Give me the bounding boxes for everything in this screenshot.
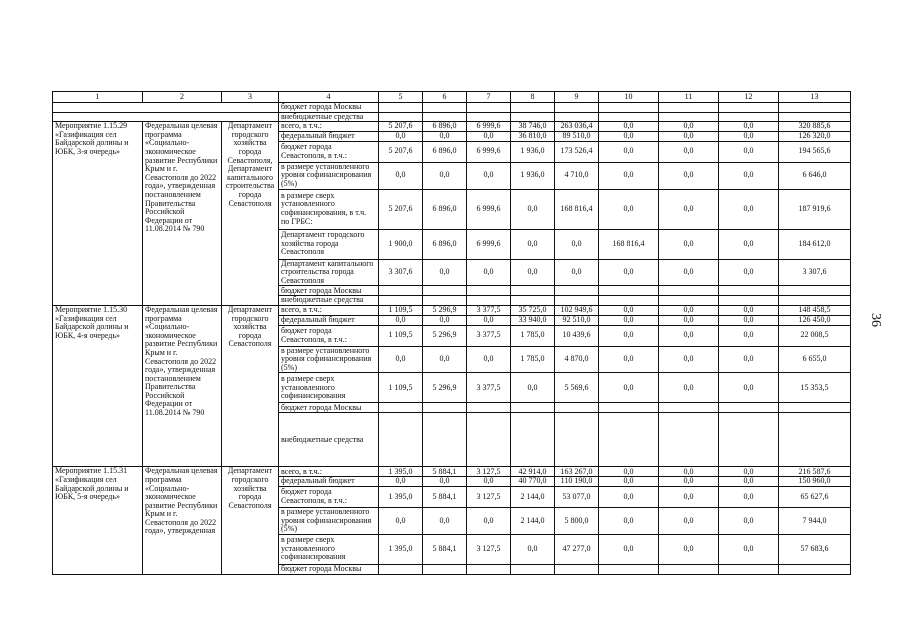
value-cell: 3 377,5: [467, 305, 511, 315]
funding-source: в размере сверх установленного софинансирования: [279, 373, 379, 403]
empty-cell: [467, 564, 511, 574]
empty-cell: [779, 564, 851, 574]
empty-cell: [779, 286, 851, 296]
column-number: 7: [467, 92, 511, 103]
value-cell: 0,0: [599, 189, 659, 229]
funding-source: бюджет города Москвы: [279, 286, 379, 296]
value-cell: 1 109,5: [379, 305, 423, 315]
value-cell: 0,0: [511, 534, 555, 564]
value-cell: 0,0: [511, 229, 555, 259]
value-cell: 0,0: [659, 477, 719, 487]
column-number: 1: [53, 92, 143, 103]
empty-cell: [511, 296, 555, 306]
value-cell: 1 109,5: [379, 325, 423, 346]
empty-cell: [379, 564, 423, 574]
empty-cell: [555, 296, 599, 306]
column-number: 9: [555, 92, 599, 103]
empty-cell: [511, 103, 555, 113]
value-cell: 1 936,0: [511, 141, 555, 162]
empty-cell: [555, 112, 599, 122]
value-cell: 5 800,0: [555, 507, 599, 534]
value-cell: 3 127,5: [467, 467, 511, 477]
program-name: Федеральная целевая программа «Социально-экономическое развитие Республики Крым и г. Севастополя до 2022 года», утвержденная постановлением Правительства Российской Федерации от 11.08.2014 № 790: [143, 122, 222, 306]
empty-cell: [719, 103, 779, 113]
value-cell: 0,0: [599, 141, 659, 162]
funding-table: [52, 91, 851, 575]
empty-cell: [719, 403, 779, 413]
program-name: Федеральная целевая программа «Социально-экономическое развитие Республики Крым и г. Севастополя до 2022 года», утвержденная: [143, 467, 222, 574]
value-cell: 0,0: [719, 477, 779, 487]
value-cell: 0,0: [659, 467, 719, 477]
value-cell: 6 896,0: [423, 229, 467, 259]
value-cell: 5 884,1: [423, 467, 467, 477]
value-cell: 0,0: [599, 259, 659, 286]
value-cell: 0,0: [659, 373, 719, 403]
value-cell: 5 296,9: [423, 373, 467, 403]
value-cell: 163 267,0: [555, 467, 599, 477]
value-cell: 3 307,6: [379, 259, 423, 286]
value-cell: 3 307,6: [779, 259, 851, 286]
value-cell: 148 458,5: [779, 305, 851, 315]
column-number: 13: [779, 92, 851, 103]
funding-source: в размере сверх установленного софинансирования: [279, 534, 379, 564]
value-cell: 0,0: [423, 315, 467, 325]
value-cell: 1 785,0: [511, 325, 555, 346]
value-cell: 263 036,4: [555, 122, 599, 132]
value-cell: 0,0: [511, 189, 555, 229]
value-cell: 0,0: [659, 315, 719, 325]
empty-cell: [379, 403, 423, 413]
value-cell: 5 296,9: [423, 305, 467, 315]
column-number: 8: [511, 92, 555, 103]
funding-source: в размере установленного уровня софинансирования (5%): [279, 346, 379, 373]
empty-cell: [423, 403, 467, 413]
value-cell: 0,0: [599, 132, 659, 142]
value-cell: 0,0: [719, 373, 779, 403]
value-cell: 0,0: [379, 507, 423, 534]
empty-cell: [379, 112, 423, 122]
value-cell: 0,0: [467, 162, 511, 189]
empty-cell: [467, 112, 511, 122]
table-row: [53, 305, 851, 315]
value-cell: 0,0: [599, 305, 659, 315]
empty-cell: [719, 296, 779, 306]
executor-name: Департамент городского хозяйства города Севастополя: [222, 305, 279, 466]
value-cell: 0,0: [719, 325, 779, 346]
value-cell: 0,0: [423, 162, 467, 189]
value-cell: 0,0: [719, 507, 779, 534]
value-cell: 0,0: [719, 467, 779, 477]
funding-source: федеральный бюджет: [279, 132, 379, 142]
funding-source: в размере установленного уровня софинансирования (5%): [279, 162, 379, 189]
value-cell: 6 999,6: [467, 189, 511, 229]
value-cell: 0,0: [719, 305, 779, 315]
table-row: [53, 122, 851, 132]
empty-cell: [467, 286, 511, 296]
value-cell: 5 207,6: [379, 189, 423, 229]
empty-cell: [659, 112, 719, 122]
value-cell: 0,0: [599, 373, 659, 403]
empty-cell: [719, 112, 779, 122]
value-cell: 5 207,6: [379, 122, 423, 132]
empty-cell: [659, 564, 719, 574]
empty-cell: [511, 413, 555, 467]
funding-source: всего, в т.ч.:: [279, 122, 379, 132]
value-cell: 184 612,0: [779, 229, 851, 259]
executor-name: Департамент городского хозяйства города Севастополя, Департамент капитального строительства города Севастополя: [222, 122, 279, 306]
value-cell: 40 770,0: [511, 477, 555, 487]
value-cell: 0,0: [379, 477, 423, 487]
empty-cell: [779, 296, 851, 306]
empty-cell: [719, 564, 779, 574]
value-cell: 1 395,0: [379, 467, 423, 477]
empty-cell: [53, 112, 279, 122]
value-cell: 57 683,6: [779, 534, 851, 564]
value-cell: 5 569,6: [555, 373, 599, 403]
value-cell: 3 127,5: [467, 486, 511, 507]
empty-cell: [511, 403, 555, 413]
measure-name: Мероприятие 1.15.30 «Газификация сел Байдарской долины и ЮБК, 4-я очередь»: [53, 305, 143, 466]
value-cell: 173 526,4: [555, 141, 599, 162]
empty-cell: [719, 413, 779, 467]
value-cell: 1 109,5: [379, 373, 423, 403]
value-cell: 6 999,6: [467, 229, 511, 259]
value-cell: 0,0: [659, 162, 719, 189]
value-cell: 0,0: [719, 534, 779, 564]
value-cell: 0,0: [659, 259, 719, 286]
value-cell: 0,0: [599, 467, 659, 477]
empty-cell: [779, 103, 851, 113]
measure-name: Мероприятие 1.15.29 «Газификация сел Байдарской долины и ЮБК, 3-я очередь»: [53, 122, 143, 306]
empty-cell: [599, 403, 659, 413]
value-cell: 0,0: [719, 259, 779, 286]
value-cell: 4 710,0: [555, 162, 599, 189]
empty-cell: [659, 296, 719, 306]
value-cell: 1 936,0: [511, 162, 555, 189]
value-cell: 0,0: [659, 305, 719, 315]
value-cell: 7 944,0: [779, 507, 851, 534]
value-cell: 36 810,0: [511, 132, 555, 142]
value-cell: 0,0: [379, 162, 423, 189]
value-cell: 5 884,1: [423, 486, 467, 507]
value-cell: 0,0: [423, 132, 467, 142]
value-cell: 0,0: [659, 534, 719, 564]
funding-source: бюджет города Москвы: [279, 103, 379, 113]
value-cell: 5 296,9: [423, 325, 467, 346]
column-number: 3: [222, 92, 279, 103]
value-cell: 6 999,6: [467, 122, 511, 132]
value-cell: 168 816,4: [599, 229, 659, 259]
funding-source: всего, в т.ч.:: [279, 305, 379, 315]
value-cell: 0,0: [659, 486, 719, 507]
empty-cell: [511, 564, 555, 574]
value-cell: 0,0: [599, 315, 659, 325]
value-cell: 110 190,0: [555, 477, 599, 487]
value-cell: 0,0: [719, 132, 779, 142]
value-cell: 0,0: [467, 259, 511, 286]
value-cell: 0,0: [511, 259, 555, 286]
value-cell: 4 870,0: [555, 346, 599, 373]
value-cell: 47 277,0: [555, 534, 599, 564]
column-number: 4: [279, 92, 379, 103]
empty-cell: [467, 403, 511, 413]
value-cell: 0,0: [719, 189, 779, 229]
value-cell: 0,0: [659, 325, 719, 346]
value-cell: 126 320,0: [779, 132, 851, 142]
value-cell: 0,0: [719, 346, 779, 373]
column-number: 5: [379, 92, 423, 103]
funding-source: бюджет города Москвы: [279, 403, 379, 413]
value-cell: 0,0: [719, 229, 779, 259]
header-row: [53, 92, 851, 103]
empty-cell: [555, 564, 599, 574]
value-cell: 10 439,6: [555, 325, 599, 346]
value-cell: 6 646,0: [779, 162, 851, 189]
value-cell: 3 127,5: [467, 534, 511, 564]
executor-name: Департамент городского хозяйства города Севастополя: [222, 467, 279, 574]
value-cell: 6 896,0: [423, 141, 467, 162]
carry-row: [53, 103, 851, 113]
value-cell: 92 510,0: [555, 315, 599, 325]
value-cell: 0,0: [467, 507, 511, 534]
empty-cell: [659, 413, 719, 467]
empty-cell: [659, 103, 719, 113]
empty-cell: [659, 286, 719, 296]
value-cell: 0,0: [719, 486, 779, 507]
empty-cell: [379, 296, 423, 306]
value-cell: 0,0: [719, 315, 779, 325]
empty-cell: [467, 103, 511, 113]
empty-cell: [659, 403, 719, 413]
value-cell: 0,0: [555, 259, 599, 286]
funding-source: внебюджетные средства: [279, 413, 379, 467]
value-cell: 6 896,0: [423, 189, 467, 229]
value-cell: 102 949,6: [555, 305, 599, 315]
value-cell: 0,0: [599, 346, 659, 373]
empty-cell: [779, 403, 851, 413]
value-cell: 3 377,5: [467, 325, 511, 346]
empty-cell: [379, 413, 423, 467]
empty-cell: [511, 286, 555, 296]
value-cell: 1 900,0: [379, 229, 423, 259]
value-cell: 0,0: [659, 141, 719, 162]
value-cell: 0,0: [659, 189, 719, 229]
column-number: 10: [599, 92, 659, 103]
program-name: Федеральная целевая программа «Социально-экономическое развитие Республики Крым и г. Севастополя до 2022 года», утвержденная постановлением Правительства Российской Федерации от 11.08.2014 № 790: [143, 305, 222, 466]
value-cell: 53 077,0: [555, 486, 599, 507]
funding-source: в размере сверх установленного софинансирования, в т.ч. по ГРБС:: [279, 189, 379, 229]
value-cell: 0,0: [467, 132, 511, 142]
value-cell: 187 919,6: [779, 189, 851, 229]
value-cell: 89 510,0: [555, 132, 599, 142]
value-cell: 15 353,5: [779, 373, 851, 403]
empty-cell: [467, 413, 511, 467]
empty-cell: [555, 103, 599, 113]
value-cell: 0,0: [467, 315, 511, 325]
value-cell: 0,0: [719, 141, 779, 162]
empty-cell: [423, 564, 467, 574]
value-cell: 0,0: [599, 325, 659, 346]
value-cell: 0,0: [659, 122, 719, 132]
value-cell: 5 884,1: [423, 534, 467, 564]
column-number: 11: [659, 92, 719, 103]
carry-row: [53, 112, 851, 122]
funding-source: внебюджетные средства: [279, 112, 379, 122]
value-cell: 0,0: [467, 346, 511, 373]
value-cell: 0,0: [719, 122, 779, 132]
page-number: 36: [868, 313, 883, 327]
empty-cell: [599, 413, 659, 467]
value-cell: 6 896,0: [423, 122, 467, 132]
value-cell: 0,0: [423, 507, 467, 534]
value-cell: 22 008,5: [779, 325, 851, 346]
value-cell: 0,0: [423, 346, 467, 373]
funding-source: бюджет города Севастополя, в т.ч.:: [279, 141, 379, 162]
funding-source: Департамент капитального строительства города Севастополя: [279, 259, 379, 286]
value-cell: 65 627,6: [779, 486, 851, 507]
value-cell: 126 450,0: [779, 315, 851, 325]
value-cell: 6 999,6: [467, 141, 511, 162]
value-cell: 0,0: [379, 132, 423, 142]
value-cell: 0,0: [511, 373, 555, 403]
column-number: 12: [719, 92, 779, 103]
value-cell: 0,0: [423, 477, 467, 487]
value-cell: 0,0: [379, 315, 423, 325]
value-cell: 0,0: [599, 486, 659, 507]
value-cell: 0,0: [555, 229, 599, 259]
value-cell: 0,0: [599, 162, 659, 189]
value-cell: 0,0: [659, 229, 719, 259]
value-cell: 3 377,5: [467, 373, 511, 403]
value-cell: 0,0: [659, 346, 719, 373]
value-cell: 42 914,0: [511, 467, 555, 477]
value-cell: 1 395,0: [379, 534, 423, 564]
value-cell: 194 565,6: [779, 141, 851, 162]
empty-cell: [779, 413, 851, 467]
value-cell: 0,0: [423, 259, 467, 286]
value-cell: 320 885,6: [779, 122, 851, 132]
empty-cell: [511, 112, 555, 122]
empty-cell: [423, 296, 467, 306]
value-cell: 0,0: [599, 477, 659, 487]
funding-source: федеральный бюджет: [279, 477, 379, 487]
funding-source: всего, в т.ч.:: [279, 467, 379, 477]
value-cell: 0,0: [659, 507, 719, 534]
empty-cell: [599, 564, 659, 574]
value-cell: 35 725,0: [511, 305, 555, 315]
empty-cell: [555, 286, 599, 296]
funding-source: бюджет города Севастополя, в т.ч.:: [279, 486, 379, 507]
funding-source: Департамент городского хозяйства города Севастополя: [279, 229, 379, 259]
empty-cell: [779, 112, 851, 122]
empty-cell: [555, 413, 599, 467]
funding-source: бюджет города Севастополя, в т.ч.:: [279, 325, 379, 346]
funding-source: внебюджетные средства: [279, 296, 379, 306]
value-cell: 168 816,4: [555, 189, 599, 229]
value-cell: 0,0: [599, 122, 659, 132]
funding-source: федеральный бюджет: [279, 315, 379, 325]
value-cell: 0,0: [379, 346, 423, 373]
value-cell: 1 395,0: [379, 486, 423, 507]
empty-cell: [423, 112, 467, 122]
value-cell: 0,0: [467, 477, 511, 487]
value-cell: 6 655,0: [779, 346, 851, 373]
column-number: 2: [143, 92, 222, 103]
value-cell: 0,0: [719, 162, 779, 189]
empty-cell: [599, 103, 659, 113]
empty-cell: [599, 112, 659, 122]
value-cell: 0,0: [659, 132, 719, 142]
funding-source: бюджет города Москвы: [279, 564, 379, 574]
empty-cell: [719, 286, 779, 296]
empty-cell: [379, 286, 423, 296]
value-cell: 38 746,0: [511, 122, 555, 132]
value-cell: 1 785,0: [511, 346, 555, 373]
table-row: [53, 467, 851, 477]
empty-cell: [423, 286, 467, 296]
value-cell: 150 960,0: [779, 477, 851, 487]
empty-cell: [555, 403, 599, 413]
value-cell: 5 207,6: [379, 141, 423, 162]
empty-cell: [467, 296, 511, 306]
empty-cell: [423, 413, 467, 467]
column-number: 6: [423, 92, 467, 103]
empty-cell: [53, 103, 279, 113]
empty-cell: [423, 103, 467, 113]
value-cell: 0,0: [599, 534, 659, 564]
measure-name: Мероприятие 1.15.31 «Газификация сел Байдарской долины и ЮБК, 5-я очередь»: [53, 467, 143, 574]
empty-cell: [379, 103, 423, 113]
funding-source: в размере установленного уровня софинансирования (5%): [279, 507, 379, 534]
value-cell: 2 144,0: [511, 507, 555, 534]
value-cell: 2 144,0: [511, 486, 555, 507]
empty-cell: [599, 286, 659, 296]
empty-cell: [599, 296, 659, 306]
value-cell: 33 940,0: [511, 315, 555, 325]
value-cell: 216 587,6: [779, 467, 851, 477]
value-cell: 0,0: [599, 507, 659, 534]
